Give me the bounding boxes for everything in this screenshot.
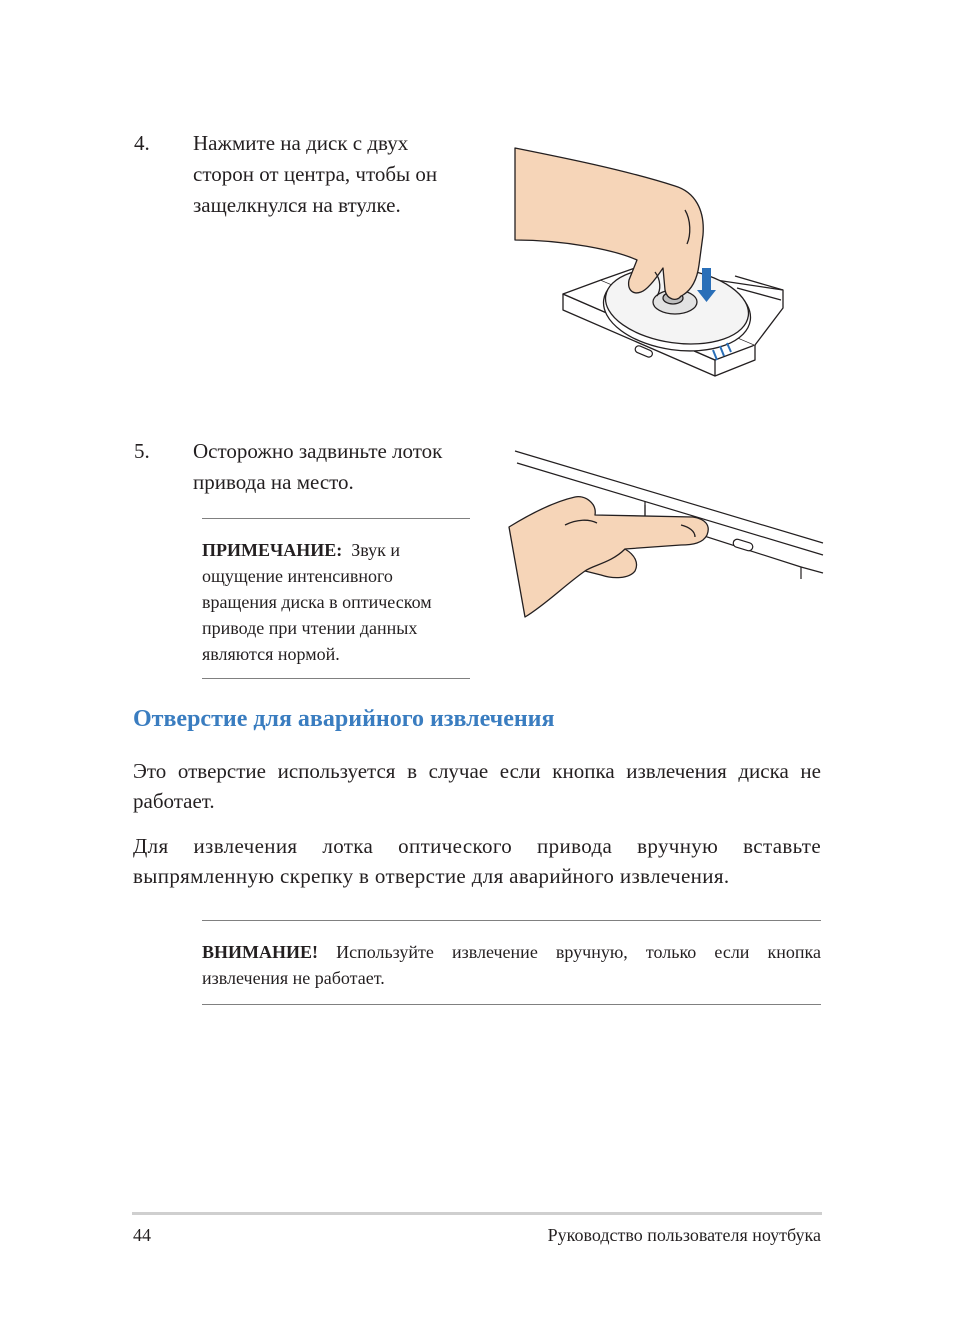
- note-bottom-rule: [202, 678, 470, 679]
- step-5-text: [193, 436, 483, 498]
- warning-text: Используйте извлечение вручную, только если кнопка извлечения не работает.: [202, 942, 821, 988]
- step-5-line: Осторожно задвиньте лоток: [193, 439, 443, 463]
- paragraph-2: Для извлечения лотка оптического привода вручную вставьте выпрямленную скрепку в отверстие для аварийного извлечения.: [133, 834, 821, 888]
- note-block: [202, 537, 477, 667]
- warning-top-rule: [202, 920, 821, 921]
- paragraph-1: Это отверстие используется в случае если кнопка извлечения диска не работает.: [133, 759, 821, 813]
- note-label: ПРИМЕЧАНИЕ:: [202, 540, 343, 560]
- step-4-line: сторон от центра, чтобы он: [193, 162, 438, 186]
- step-4-line: защелкнулся на втулке.: [193, 193, 401, 217]
- warning-label: ВНИМАНИЕ!: [202, 942, 318, 962]
- step-5-number: 5.: [134, 439, 150, 463]
- section-heading: Отверстие для аварийного извлечения: [133, 706, 555, 732]
- tray-push-illustration: [505, 445, 825, 620]
- note-line: являются нормой.: [202, 644, 340, 664]
- footer-title: Руководство пользователя ноутбука: [547, 1225, 821, 1245]
- disc-press-illustration: [505, 140, 795, 390]
- warning-block: [202, 939, 821, 991]
- note-top-rule: [202, 518, 470, 519]
- page-number: 44: [133, 1225, 151, 1245]
- step-4-text: [193, 128, 483, 221]
- warning-bottom-rule: [202, 1004, 821, 1005]
- note-line: ощущение интенсивного: [202, 566, 393, 586]
- tray-button: [732, 538, 753, 551]
- note-line: вращения диска в оптическом: [202, 592, 432, 612]
- note-line: приводе при чтении данных: [202, 618, 418, 638]
- hand: [509, 497, 708, 617]
- footer-rule: [132, 1212, 822, 1215]
- step-4-number: 4.: [134, 131, 150, 155]
- note-text: Звук и: [351, 540, 400, 560]
- step-4-line: Нажмите на диск с двух: [193, 131, 409, 155]
- step-5-line: привода на место.: [193, 470, 354, 494]
